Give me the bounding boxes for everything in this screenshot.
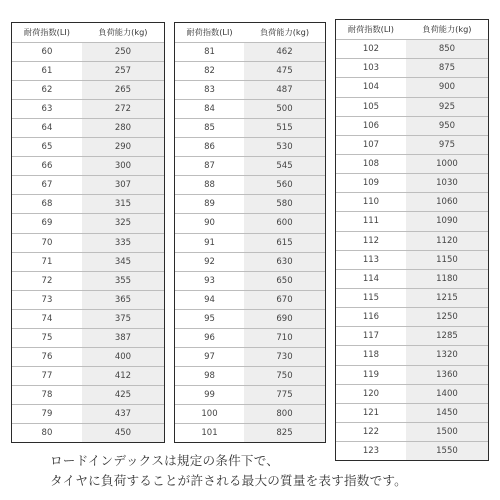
load-capacity-cell: 1150	[406, 251, 488, 269]
table-row	[12, 61, 164, 80]
load-index-cell: 92	[204, 256, 215, 267]
load-index-cell: 107	[362, 139, 380, 150]
load-capacity-cell: 1550	[406, 442, 488, 460]
table-row	[175, 404, 325, 423]
table-row	[336, 97, 488, 116]
table-row	[336, 116, 488, 135]
load-capacity-cell: 1285	[406, 327, 488, 345]
table-row	[12, 252, 164, 271]
load-index-cell: 73	[41, 294, 53, 305]
load-index-cell: 98	[204, 370, 215, 381]
table-row	[336, 39, 488, 58]
table-row	[12, 290, 164, 309]
table-row	[336, 135, 488, 154]
table-row	[336, 384, 488, 403]
load-index-cell: 101	[201, 428, 218, 438]
load-index-cell: 81	[204, 47, 215, 58]
load-index-cell: 112	[362, 235, 380, 246]
table-row	[336, 211, 488, 230]
load-index-cell: 96	[204, 332, 215, 343]
load-index-cell: 88	[204, 180, 215, 191]
load-index-cell: 68	[41, 199, 53, 210]
load-index-cell: 102	[362, 44, 380, 55]
load-capacity-cell: 400	[82, 348, 164, 366]
load-capacity-cell: 850	[406, 40, 488, 58]
table-row	[175, 309, 325, 328]
table-row	[175, 118, 325, 137]
load-capacity-cell: 710	[244, 329, 325, 347]
load-capacity-cell: 800	[244, 405, 325, 423]
load-capacity-cell: 515	[244, 119, 325, 137]
load-capacity-cell: 875	[406, 59, 488, 77]
table-row	[336, 326, 488, 345]
table-row	[175, 271, 325, 290]
table-row	[336, 58, 488, 77]
load-index-table-2	[174, 22, 326, 443]
caption-line-1: ロードインデックスは規定の条件下で、	[50, 453, 280, 468]
load-capacity-cell: 615	[244, 234, 325, 252]
table-row	[175, 252, 325, 271]
table-row	[175, 328, 325, 347]
table-row	[336, 307, 488, 326]
load-index-cell: 115	[362, 293, 380, 304]
table-row	[175, 137, 325, 156]
load-capacity-cell: 462	[244, 43, 325, 61]
load-capacity-cell: 690	[244, 310, 325, 328]
load-capacity-cell: 1250	[406, 308, 488, 326]
load-index-cell: 110	[362, 197, 380, 208]
load-capacity-cell: 545	[244, 157, 325, 175]
table-row	[12, 385, 164, 404]
load-capacity-cell: 950	[406, 117, 488, 135]
load-index-cell: 118	[362, 350, 380, 361]
table-row	[12, 271, 164, 290]
load-capacity-cell: 375	[82, 310, 164, 328]
load-capacity-cell: 355	[82, 272, 164, 290]
load-capacity-cell: 825	[244, 424, 325, 442]
load-index-cell: 114	[362, 273, 380, 284]
load-index-cell: 97	[204, 351, 215, 362]
header-row	[336, 20, 488, 39]
load-index-cell: 82	[204, 66, 215, 77]
load-index-cell: 95	[204, 313, 215, 324]
load-capacity-cell: 975	[406, 136, 488, 154]
load-index-cell: 94	[204, 294, 215, 305]
load-index-cell: 116	[362, 312, 380, 323]
load-capacity-cell: 265	[82, 81, 164, 99]
load-index-cell: 104	[362, 82, 380, 93]
caption-line-2: タイヤに負荷することが許される最大の質量を表す指数です。	[50, 473, 407, 488]
load-index-cell: 75	[41, 332, 53, 343]
table-row	[175, 290, 325, 309]
table-row	[175, 366, 325, 385]
load-capacity-cell: 925	[406, 98, 488, 116]
table-row	[336, 403, 488, 422]
load-index-cell: 60	[41, 47, 53, 58]
load-capacity-cell: 1120	[406, 232, 488, 250]
load-index-cell: 85	[204, 123, 215, 134]
load-index-cell: 93	[204, 275, 215, 286]
table-row	[12, 423, 164, 442]
load-capacity-cell: 345	[82, 253, 164, 271]
load-capacity-cell: 387	[82, 329, 164, 347]
load-index-cell: 62	[41, 85, 53, 96]
table-row	[336, 269, 488, 288]
table-row	[12, 156, 164, 175]
load-capacity-cell: 580	[244, 195, 325, 213]
load-capacity-cell: 425	[82, 386, 164, 404]
load-capacity-cell: 1450	[406, 404, 488, 422]
load-index-cell: 65	[41, 142, 53, 153]
load-capacity-cell: 670	[244, 291, 325, 309]
load-capacity-cell: 250	[82, 43, 164, 61]
load-index-cell: 79	[41, 408, 53, 419]
load-index-cell: 91	[204, 237, 215, 248]
load-capacity-cell: 1500	[406, 423, 488, 441]
table-row	[175, 156, 325, 175]
table-row	[12, 118, 164, 137]
load-index-cell: 117	[362, 331, 380, 342]
load-index-cell: 70	[41, 237, 53, 248]
load-capacity-cell: 335	[82, 234, 164, 252]
load-capacity-cell: 1060	[406, 193, 488, 211]
caption	[50, 451, 490, 491]
table-row	[336, 173, 488, 192]
load-capacity-cell: 280	[82, 119, 164, 137]
table-row	[12, 137, 164, 156]
table-row	[336, 231, 488, 250]
table-row	[175, 385, 325, 404]
load-index-cell: 119	[362, 369, 380, 380]
load-index-cell: 100	[201, 408, 218, 419]
table-row	[175, 42, 325, 61]
load-index-cell: 108	[362, 159, 380, 170]
load-capacity-cell: 750	[244, 367, 325, 385]
load-index-cell: 83	[204, 85, 215, 96]
load-capacity-cell: 450	[82, 424, 164, 442]
load-index-cell: 123	[362, 446, 380, 457]
header-load-label: 負荷能力(kg)	[82, 23, 164, 42]
table-row	[175, 175, 325, 194]
table-row	[12, 80, 164, 99]
table-row	[175, 347, 325, 366]
load-index-cell: 86	[204, 142, 215, 153]
load-index-cell: 90	[204, 218, 215, 229]
load-capacity-cell: 257	[82, 62, 164, 80]
table-row	[336, 365, 488, 384]
table-row	[175, 233, 325, 252]
load-index-cell: 61	[41, 66, 53, 77]
table-row	[12, 404, 164, 423]
load-capacity-cell: 1320	[406, 346, 488, 364]
load-index-table-3	[335, 19, 489, 461]
load-capacity-cell: 530	[244, 138, 325, 156]
load-capacity-cell: 290	[82, 138, 164, 156]
table-row	[175, 213, 325, 232]
load-capacity-cell: 412	[82, 367, 164, 385]
load-capacity-cell: 900	[406, 78, 488, 96]
load-index-table-1	[11, 22, 165, 443]
load-index-cell: 99	[204, 389, 215, 400]
table-row	[12, 347, 164, 366]
table-row	[175, 423, 325, 442]
load-index-cell: 105	[362, 101, 380, 112]
table-row	[336, 192, 488, 211]
table-row	[12, 366, 164, 385]
header-index-label: 耐荷指数(LI)	[336, 20, 406, 39]
header-row	[12, 23, 164, 42]
load-index-cell: 80	[41, 428, 53, 438]
load-capacity-cell: 1360	[406, 366, 488, 384]
load-capacity-cell: 600	[244, 214, 325, 232]
table-row	[12, 328, 164, 347]
load-index-cell: 109	[362, 178, 380, 189]
header-row	[175, 23, 325, 42]
table-row	[336, 250, 488, 269]
load-index-cell: 121	[362, 407, 380, 418]
load-capacity-cell: 1030	[406, 174, 488, 192]
table-row	[12, 213, 164, 232]
load-capacity-cell: 487	[244, 81, 325, 99]
load-capacity-cell: 475	[244, 62, 325, 80]
table-row	[336, 288, 488, 307]
load-index-cell: 87	[204, 161, 215, 172]
load-index-cell: 120	[362, 388, 380, 399]
load-capacity-cell: 775	[244, 386, 325, 404]
table-row	[175, 99, 325, 118]
load-index-cell: 103	[362, 63, 380, 74]
load-index-cell: 113	[362, 254, 380, 265]
table-row	[175, 80, 325, 99]
load-index-cell: 71	[41, 256, 53, 267]
load-index-cell: 69	[41, 218, 53, 229]
load-index-cell: 122	[362, 427, 380, 438]
load-capacity-cell: 437	[82, 405, 164, 423]
load-index-cell: 66	[41, 161, 53, 172]
table-row	[12, 42, 164, 61]
load-index-cell: 63	[41, 104, 53, 115]
load-index-cell: 84	[204, 104, 215, 115]
load-capacity-cell: 365	[82, 291, 164, 309]
header-index-label: 耐荷指数(LI)	[175, 23, 244, 42]
load-capacity-cell: 307	[82, 176, 164, 194]
header-load-label: 負荷能力(kg)	[406, 20, 488, 39]
load-capacity-cell: 1090	[406, 212, 488, 230]
table-row	[336, 422, 488, 441]
load-index-cell: 111	[362, 216, 380, 227]
load-index-cell: 72	[41, 275, 53, 286]
load-index-cell: 78	[41, 389, 53, 400]
load-index-cell: 77	[41, 370, 53, 381]
load-capacity-cell: 1400	[406, 385, 488, 403]
load-capacity-cell: 1215	[406, 289, 488, 307]
table-row	[12, 233, 164, 252]
table-row	[336, 154, 488, 173]
load-capacity-cell: 730	[244, 348, 325, 366]
load-index-cell: 106	[362, 120, 380, 131]
load-capacity-cell: 1000	[406, 155, 488, 173]
load-capacity-cell: 650	[244, 272, 325, 290]
load-index-cell: 67	[41, 180, 53, 191]
load-index-cell: 64	[41, 123, 53, 134]
table-row	[12, 99, 164, 118]
load-capacity-cell: 272	[82, 100, 164, 118]
load-capacity-cell: 315	[82, 195, 164, 213]
load-index-cell: 74	[41, 313, 53, 324]
table-row	[175, 61, 325, 80]
load-capacity-cell: 300	[82, 157, 164, 175]
load-index-cell: 89	[204, 199, 215, 210]
table-row	[175, 194, 325, 213]
table-row	[336, 77, 488, 96]
load-capacity-cell: 325	[82, 214, 164, 232]
load-capacity-cell: 560	[244, 176, 325, 194]
table-row	[12, 194, 164, 213]
table-row	[12, 309, 164, 328]
header-load-label: 負荷能力(kg)	[244, 23, 325, 42]
table-row	[12, 175, 164, 194]
table-row	[336, 345, 488, 364]
load-capacity-cell: 500	[244, 100, 325, 118]
load-index-cell: 76	[41, 351, 53, 362]
load-capacity-cell: 630	[244, 253, 325, 271]
load-capacity-cell: 1180	[406, 270, 488, 288]
header-index-label: 耐荷指数(LI)	[12, 23, 82, 42]
